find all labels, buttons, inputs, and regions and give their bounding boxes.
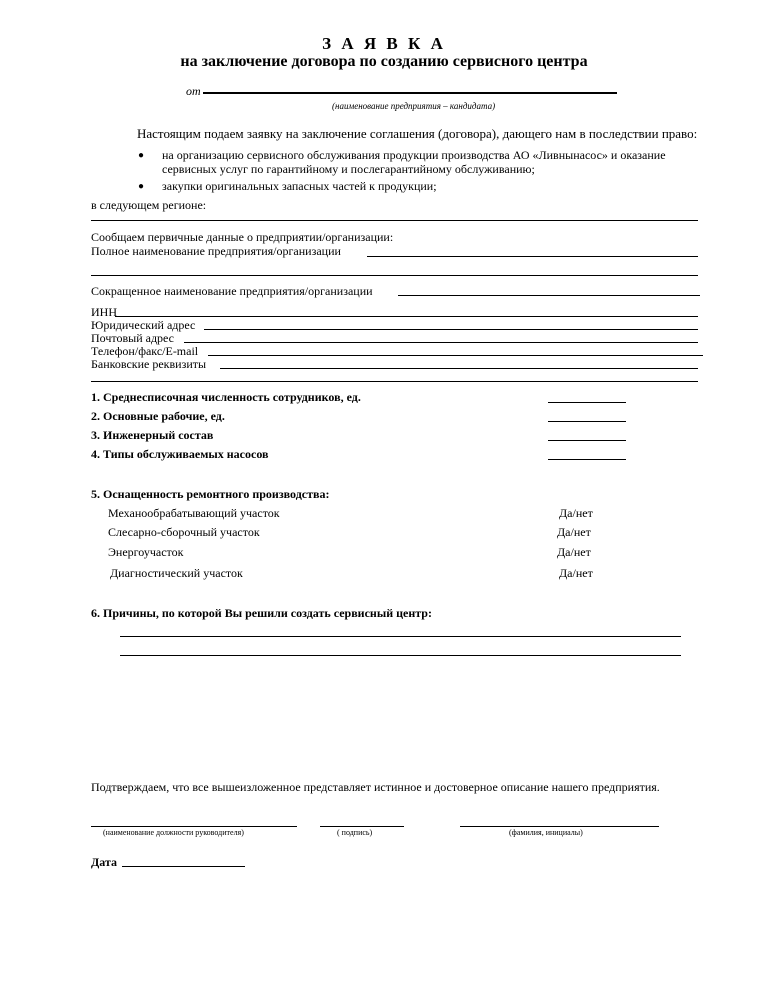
question-3-field[interactable]	[548, 440, 626, 441]
intro-text: Настоящим подаем заявку на заключение соглашения (договора), дающего нам в последствии право:	[137, 126, 698, 141]
name-hint: (фамилия, инициалы)	[509, 828, 583, 837]
question-4: 4. Типы обслуживаемых насосов	[91, 447, 269, 461]
postal-address-field[interactable]	[184, 342, 698, 343]
equipment-item-label: Энергоучасток	[108, 545, 184, 559]
equipment-item-label: Слесарно-сборочный участок	[108, 525, 260, 539]
contacts-label: Телефон/факс/E-mail	[91, 344, 199, 358]
equipment-title: 5. Оснащенность ремонтного производства:	[91, 487, 330, 501]
bullet-2-text: закупки оригинальных запасных частей к продукции;	[162, 179, 437, 193]
bullet-1-line-1: на организацию сервисного обслуживания продукции производства АО «Ливнынасос» и оказание	[162, 148, 666, 162]
question-1: 1. Среднесписочная численность сотрудников, ед.	[91, 390, 361, 404]
confirmation-text: Подтверждаем, что все вышеизложенное представляет истинное и достоверное описание нашего предприятия.	[91, 780, 660, 794]
position-field[interactable]	[91, 826, 297, 827]
legal-address-field[interactable]	[204, 329, 698, 330]
signature-field[interactable]	[320, 826, 404, 827]
reasons-title: 6. Причины, по которой Вы решили создать сервисный центр:	[91, 606, 432, 620]
signature-hint: ( подпись)	[337, 828, 373, 837]
from-hint: (наименование предприятия – кандидата)	[332, 101, 496, 111]
question-1-field[interactable]	[548, 402, 626, 403]
equipment-item-answer[interactable]: Да/нет	[557, 525, 591, 539]
document-title: З А Я В К А	[322, 34, 446, 53]
from-label: от	[186, 84, 201, 98]
bullet-icon: ●	[138, 150, 145, 161]
equipment-item-answer[interactable]: Да/нет	[557, 545, 591, 559]
bullet-1-line-2: сервисных услуг по гарантийному и послегарантийному обслуживанию;	[162, 162, 535, 176]
region-field[interactable]	[91, 220, 698, 221]
question-3: 3. Инженерный состав	[91, 428, 214, 442]
bank-field-cont[interactable]	[91, 381, 698, 382]
company-intro: Сообщаем первичные данные о предприятии/организации:	[91, 230, 394, 244]
short-name-field[interactable]	[398, 295, 700, 296]
date-field[interactable]	[122, 866, 245, 867]
question-2: 2. Основные рабочие, ед.	[91, 409, 225, 423]
full-name-field-cont[interactable]	[91, 275, 698, 276]
contacts-field[interactable]	[208, 355, 703, 356]
full-name-field[interactable]	[367, 256, 698, 257]
position-hint: (наименование должности руководителя)	[103, 828, 244, 837]
inn-field[interactable]	[115, 316, 698, 317]
postal-address-label: Почтовый адрес	[91, 331, 175, 345]
document-subtitle: на заключение договора по созданию сервисного центра	[180, 53, 588, 70]
question-2-field[interactable]	[548, 421, 626, 422]
reasons-field-line-1[interactable]	[120, 636, 681, 637]
date-label: Дата	[91, 855, 117, 869]
inn-label: ИНН	[91, 305, 117, 319]
equipment-item-answer[interactable]: Да/нет	[559, 506, 593, 520]
short-name-label: Сокращенное наименование предприятия/организации	[91, 284, 373, 298]
bank-label: Банковские реквизиты	[91, 357, 207, 371]
company-name-field[interactable]	[203, 92, 617, 94]
equipment-item-label: Диагностический участок	[110, 566, 243, 580]
question-4-field[interactable]	[548, 459, 626, 460]
equipment-item-label: Механообрабатывающий участок	[108, 506, 280, 520]
region-label: в следующем регионе:	[91, 198, 207, 212]
full-name-label: Полное наименование предприятия/организации	[91, 244, 341, 258]
legal-address-label: Юридический адрес	[91, 318, 196, 332]
name-field[interactable]	[460, 826, 659, 827]
reasons-field-line-2[interactable]	[120, 655, 681, 656]
equipment-item-answer[interactable]: Да/нет	[559, 566, 593, 580]
bullet-icon: ●	[138, 181, 145, 192]
bank-field[interactable]	[220, 368, 698, 369]
